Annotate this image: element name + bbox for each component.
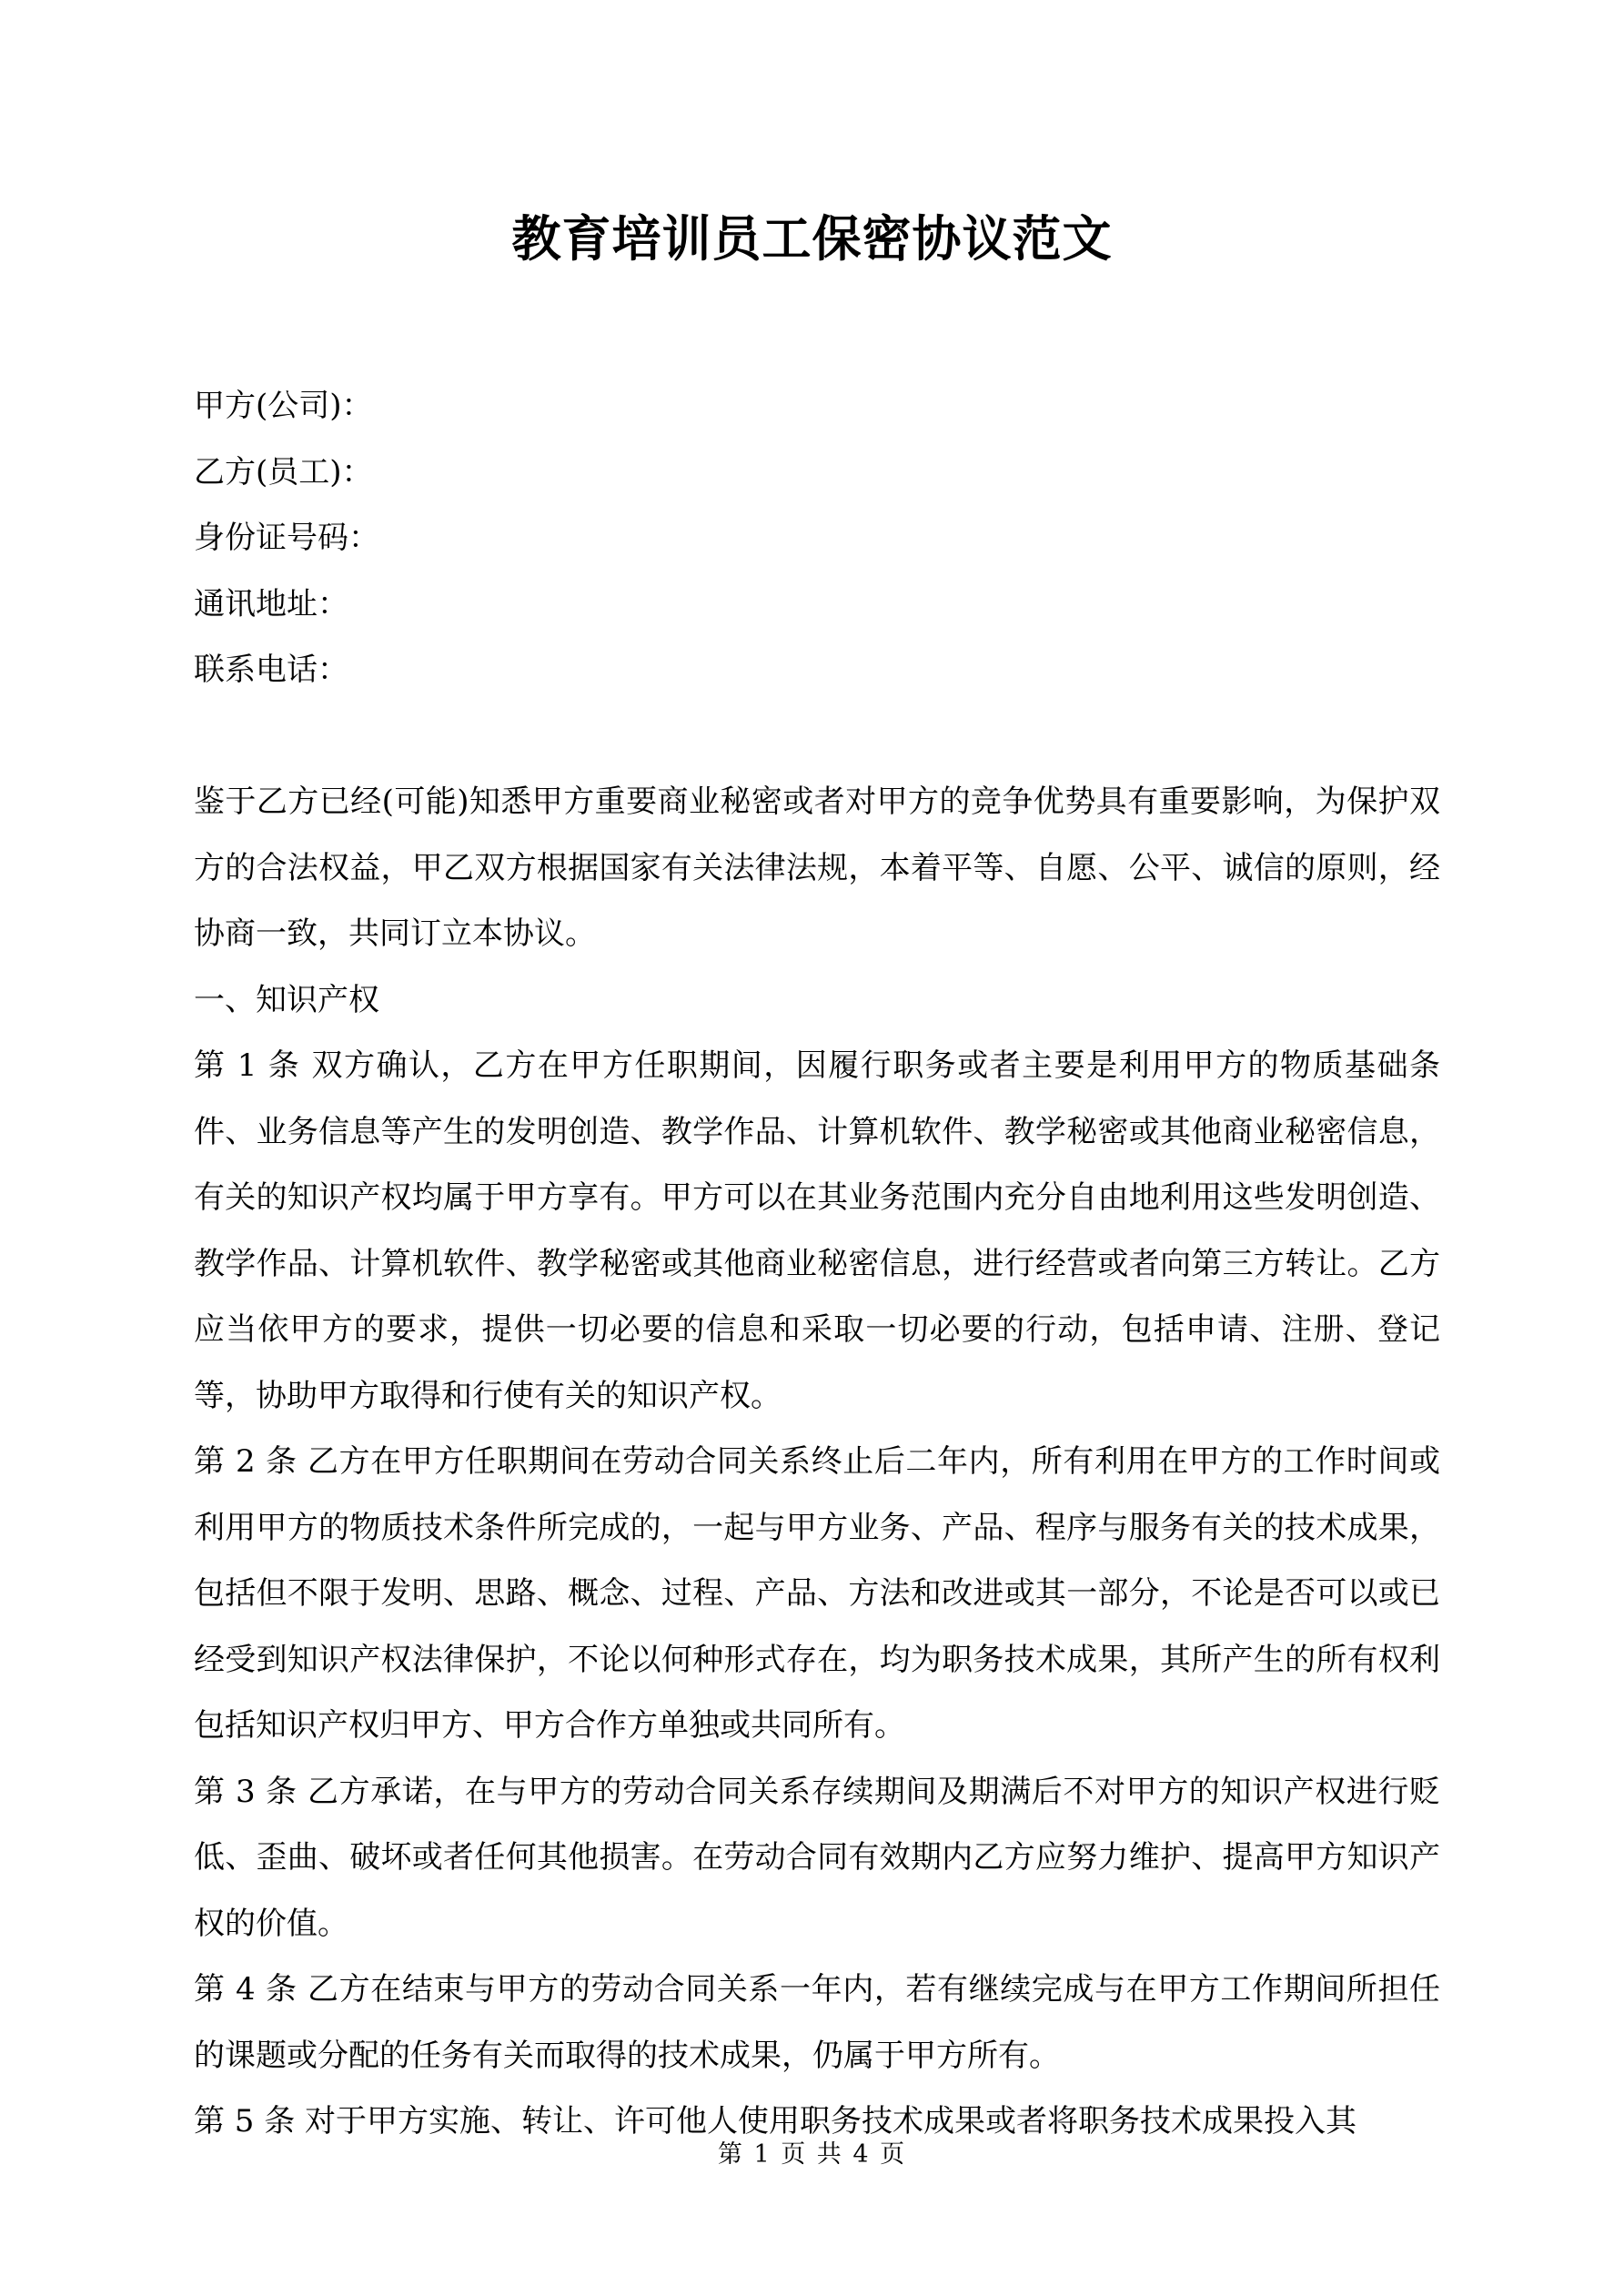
address-line: 通讯地址： bbox=[194, 585, 348, 622]
document-body bbox=[194, 373, 1440, 2155]
article-1-paragraph: 第 1 条 双方确认，乙方在甲方任职期间，因履行职务或者主要是利用甲方的物质基础条件、业务信息等产生的发明创造、教学作品、计算机软件、教学秘密或其他商业秘密信息，有关的知识产权均属于甲方享有。甲方可以在其业务范围内充分自由地利用这些发明创造、教学作品、计算机软件、教学秘密或其他商业秘密信息，进行经营或者向第三方转让。乙方应当依甲方的要求，提供一切必要的信息和采取一切必要的行动，包括申请、注册、登记等，协助甲方取得和行使有关的知识产权。 bbox=[194, 1047, 1440, 1414]
article-2-paragraph: 第 2 条 乙方在甲方任职期间在劳动合同关系终止后二年内，所有利用在甲方的工作时间或利用甲方的物质技术条件所完成的，一起与甲方业务、产品、程序与服务有关的技术成果，包括但不限于发明、思路、概念、过程、产品、方法和改进或其一部分，不论是否可以或已经受到知识产权法律保护，不论以何种形式存在，均为职务技术成果，其所产生的所有权利包括知识产权归甲方、甲方合作方单独或共同所有。 bbox=[194, 1443, 1440, 1744]
phone-line: 联系电话： bbox=[194, 652, 348, 688]
preamble-paragraph: 鉴于乙方已经(可能)知悉甲方重要商业秘密或者对甲方的竞争优势具有重要影响，为保护双方的合法权益，甲乙双方根据国家有关法律法规，本着平等、自愿、公平、诚信的原则，经协商一致，共同订立本协议。 bbox=[194, 784, 1440, 952]
id-number-line: 身份证号码： bbox=[194, 520, 379, 556]
party-info-list bbox=[194, 373, 1440, 703]
party-a-line: 甲方(公司)： bbox=[194, 388, 373, 424]
section-heading-ip: 一、知识产权 bbox=[194, 981, 379, 1018]
article-5-paragraph: 第 5 条 对于甲方实施、转让、许可他人使用职务技术成果或者将职务技术成果投入其 bbox=[194, 2103, 1357, 2139]
article-4-paragraph: 第 4 条 乙方在结束与甲方的劳动合同关系一年内，若有继续完成与在甲方工作期间所担任的课题或分配的任务有关而取得的技术成果，仍属于甲方所有。 bbox=[194, 1971, 1440, 2074]
section-gap bbox=[194, 703, 1440, 770]
party-b-line: 乙方(员工)： bbox=[194, 453, 373, 491]
document-title: 教育培训员工保密协议范文 bbox=[511, 209, 1113, 268]
article-3-paragraph: 第 3 条 乙方承诺，在与甲方的劳动合同关系存续期间及期满后不对甲方的知识产权进行贬低、歪曲、破坏或者任何其他损害。在劳动合同有效期内乙方应努力维护、提高甲方知识产权的价值。 bbox=[194, 1773, 1440, 1942]
page-number-footer: 第 1 页 共 4 页 bbox=[717, 2140, 907, 2169]
